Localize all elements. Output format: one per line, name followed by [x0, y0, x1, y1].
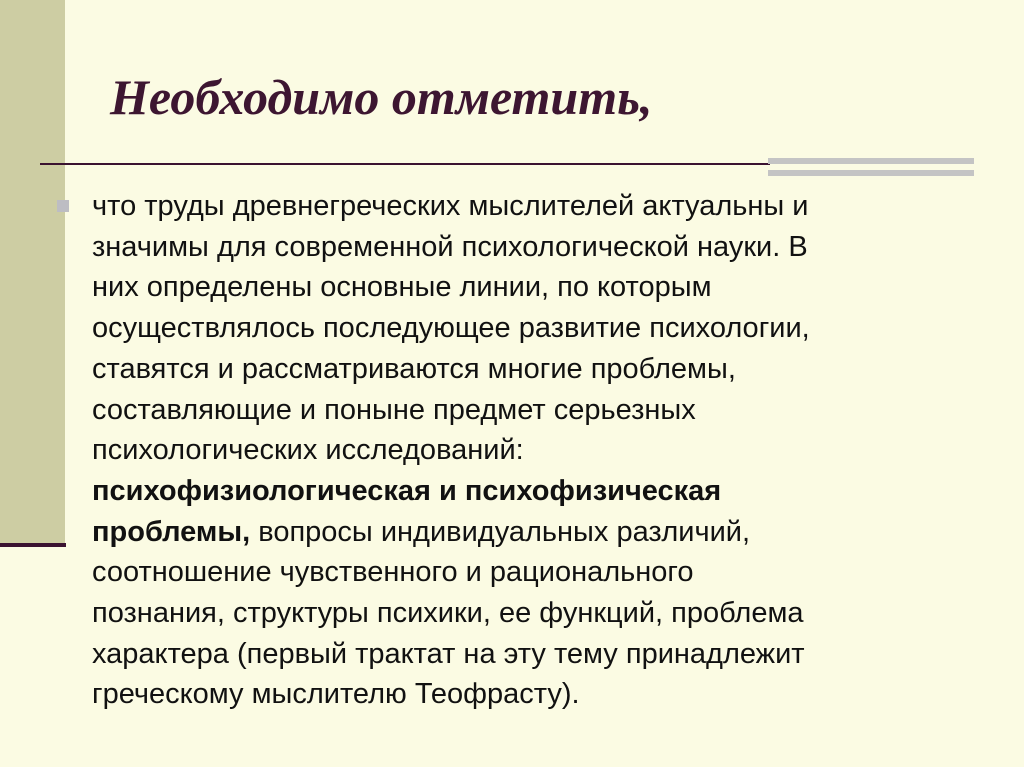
paragraph-bold-line: [92, 471, 972, 512]
paragraph-line: них определены основные линии, по которым: [92, 271, 712, 304]
paragraph-line: соотношение чувственного и рационального: [92, 556, 694, 589]
paragraph-line: познания, структуры психики, ее функций, проблема: [92, 597, 804, 630]
paragraph-line: значимы для современной психологической науки. В: [92, 230, 808, 263]
square-bullet-icon: [57, 200, 69, 212]
bold-phrase-part-1: психофизиологическая и психофизическая: [92, 474, 722, 507]
paragraph-line: ставятся и рассматриваются многие проблемы,: [92, 352, 736, 385]
paragraph-line: психологических исследований:: [92, 434, 524, 467]
title-accent-bar-top: [768, 158, 974, 164]
side-decor-underline: [0, 543, 66, 547]
paragraph-line: что труды древнегреческих мыслителей актуальны и: [92, 190, 809, 222]
paragraph-line: осуществлялось последующее развитие психологии,: [92, 312, 810, 345]
paragraph-line: греческому мыслителю Теофрасту).: [92, 678, 580, 711]
paragraph-line-mixed: [92, 512, 972, 553]
title-divider: [40, 163, 770, 165]
title-accent-bar-bottom: [768, 170, 974, 176]
paragraph-line: составляющие и поныне предмет серьезных: [92, 393, 696, 426]
slide-title: Необходимо отметить,: [110, 69, 653, 125]
side-decor-bar: [0, 0, 65, 545]
paragraph-line: характера (первый трактат на эту тему принадлежит: [92, 637, 805, 670]
after-bold-text: вопросы индивидуальных различий,: [250, 515, 751, 548]
slide-body-paragraph: [92, 186, 972, 715]
bold-phrase-part-2: проблемы,: [92, 515, 251, 548]
